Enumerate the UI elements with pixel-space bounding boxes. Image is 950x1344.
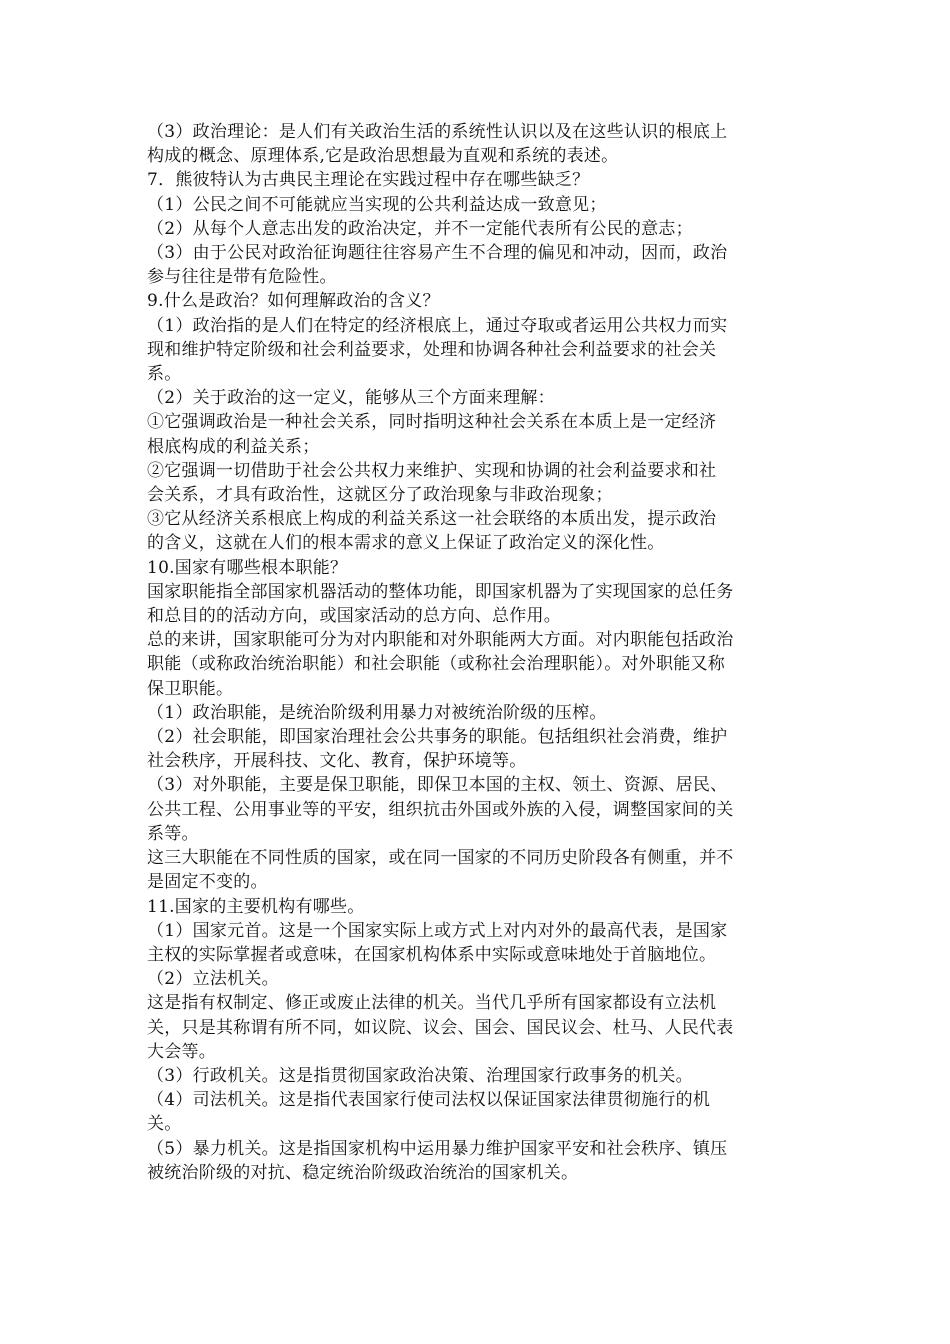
text-line: （3）对外职能，主要是保卫职能，即保卫本国的主权、领土、资源、居民、 <box>147 775 728 796</box>
text-line: 构成的概念、原理体系,它是政治思想最为直观和系统的表述。 <box>147 146 619 167</box>
text-line: （1）政治职能，是统治阶级利用暴力对被统治阶级的压榨。 <box>147 702 607 723</box>
text-line: 这三大职能在不同性质的国家，或在同一国家的不同历史阶段各有侧重，并不 <box>147 848 734 869</box>
text-line: ②它强调一切借助于社会公共权力来维护、实现和协调的社会利益要求和社 <box>147 460 717 481</box>
text-line: 的含义，这就在人们的根本需求的意义上保证了政治定义的深化性。 <box>147 533 665 554</box>
text-line: （4）司法机关。这是指代表国家行使司法权以保证国家法律贯彻施行的机 <box>147 1090 711 1111</box>
question-heading: 11.国家的主要机构有哪些。 <box>147 896 365 917</box>
text-line: 被统治阶级的对抗、稳定统治阶级政治统治的国家机关。 <box>147 1162 579 1183</box>
question-heading: 9.什么是政治？如何理解政治的含义？ <box>147 291 440 312</box>
text-line: （1）国家元首。这是一个国家实际上或方式上对内对外的最高代表，是国家 <box>147 920 728 941</box>
text-line: 社会秩序，开展科技、文化、教育，保护环境等。 <box>147 751 527 772</box>
text-line: （5）暴力机关。这是指国家机构中运用暴力维护国家平安和社会秩序、镇压 <box>147 1138 728 1159</box>
text-line: 保卫职能。 <box>147 678 234 699</box>
text-line: 系。 <box>147 364 182 385</box>
text-line: 现和维护特定阶级和社会利益要求，处理和协调各种社会利益要求的社会关 <box>147 339 717 360</box>
text-line: 总的来讲，国家职能可分为对内职能和对外职能两大方面。对内职能包括政治 <box>147 630 734 651</box>
text-line: ③它从经济关系根底上构成的利益关系这一社会联络的本质出发，提示政治 <box>147 509 717 530</box>
text-line: （3）由于公民对政治征询题往往容易产生不合理的偏见和冲动，因而，政治 <box>147 243 728 264</box>
text-line: （3）政治理论：是人们有关政治生活的系统性认识以及在这些认识的根底上 <box>147 122 728 142</box>
text-line: 大会等。 <box>147 1041 216 1062</box>
text-line: 国家职能指全部国家机器活动的整体功能，即国家机器为了实现国家的总任务 <box>147 581 734 602</box>
text-line: （1）公民之间不可能就应当实现的公共利益达成一致意见； <box>147 194 607 215</box>
text-line: 根底构成的利益关系； <box>147 436 320 457</box>
text-line: 系等。 <box>147 823 199 844</box>
text-line: 关。 <box>147 1114 182 1135</box>
text-line: 公共工程、公用事业等的平安，组织抗击外国或外族的入侵，调整国家间的关 <box>147 799 734 820</box>
text-line: （2）从每个人意志出发的政治决定，并不一定能代表所有公民的意志； <box>147 218 693 239</box>
text-line: 主权的实际掌握者或意味，在国家机构体系中实际或意味地处于首脑地位。 <box>147 944 717 965</box>
text-line: 是固定不变的。 <box>147 872 268 893</box>
text-line: （1）政治指的是人们在特定的经济根底上，通过夺取或者运用公共权力而实 <box>147 315 728 336</box>
document-body <box>147 120 807 1185</box>
text-line: 这是指有权制定、修正或废止法律的机关。当代几乎所有国家都设有立法机 <box>147 993 717 1014</box>
text-line: 参与往往是带有危险性。 <box>147 267 337 288</box>
text-line: （2）社会职能，即国家治理社会公共事务的职能。包括组织社会消费，维护 <box>147 727 728 748</box>
text-line: （2）立法机关。 <box>147 969 279 990</box>
text-line: 关，只是其称谓有所不同，如议院、议会、国会、国民议会、杜马、人民代表 <box>147 1017 734 1038</box>
text-line: ①它强调政治是一种社会关系，同时指明这种社会关系在本质上是一定经济 <box>147 412 717 433</box>
text-line: （2）关于政治的这一定义，能够从三个方面来理解： <box>147 388 555 409</box>
text-line: 职能（或称政治统治职能）和社会职能（或称社会治理职能）。对外职能又称 <box>147 654 725 675</box>
text-line: 和总目的的活动方向，或国家活动的总方向、总作用。 <box>147 606 561 627</box>
text-line: 会关系，才具有政治性，这就区分了政治现象与非政治现象； <box>147 485 613 506</box>
question-heading: 10.国家有哪些根本职能？ <box>147 557 348 578</box>
text-line: （3）行政机关。这是指贯彻国家政治决策、治理国家行政事务的机关。 <box>147 1065 693 1086</box>
question-heading: 7．熊彼特认为古典民主理论在实践过程中存在哪些缺乏？ <box>147 170 590 191</box>
